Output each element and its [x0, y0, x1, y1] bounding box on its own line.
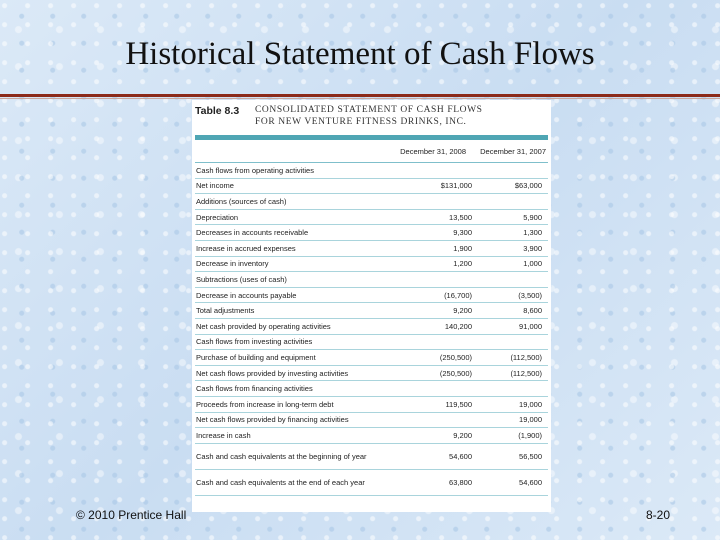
value-2007: 91,000: [519, 321, 542, 331]
table-number: Table 8.3: [195, 105, 240, 117]
value-2008: (250,500): [439, 352, 472, 362]
value-2008: 63,800: [449, 477, 472, 487]
table-row: [195, 179, 548, 195]
table-row: [195, 381, 548, 397]
row-label: Net cash flows provided by investing activities: [196, 368, 349, 378]
title-divider: [0, 94, 720, 97]
table-row: [195, 470, 548, 496]
value-2007: 19,000: [519, 415, 542, 425]
row-label: Net cash provided by operating activities: [196, 321, 331, 331]
table-row: [195, 272, 548, 288]
table-caption-line-2: FOR NEW VENTURE FITNESS DRINKS, INC.: [255, 117, 467, 127]
value-2007: 54,600: [519, 477, 542, 487]
value-2008: 13,500: [449, 212, 472, 222]
row-label: Net income: [196, 181, 234, 191]
value-2008: 140,200: [444, 321, 472, 331]
row-label: Cash and cash equivalents at the end of each year: [196, 477, 365, 487]
table-row: [195, 225, 548, 241]
table-row: [195, 210, 548, 226]
row-label: Decrease in inventory: [196, 259, 269, 269]
table-row: [195, 397, 548, 413]
row-label: Cash and cash equivalents at the beginning of year: [196, 451, 367, 461]
table-header: [195, 104, 548, 134]
cash-flow-table: [192, 100, 551, 512]
row-label: Increase in accrued expenses: [196, 243, 296, 253]
table-row: [195, 444, 548, 470]
value-2008: 119,500: [445, 399, 472, 409]
value-2008: (16,700): [444, 290, 472, 300]
value-2008: 1,900: [453, 243, 472, 253]
table-row: [195, 288, 548, 304]
slide-title: Historical Statement of Cash Flows: [125, 36, 595, 72]
value-2007: 8,600: [523, 306, 542, 316]
value-2008: 54,600: [449, 451, 472, 461]
value-2008: 1,200: [453, 259, 472, 269]
column-header-2007: December 31, 2007: [480, 146, 546, 156]
table-row: [195, 303, 548, 319]
value-2007: (112,500): [510, 352, 542, 362]
value-2008: 9,200: [453, 306, 472, 316]
value-2007: 3,900: [523, 243, 542, 253]
value-2007: 56,500: [519, 451, 542, 461]
row-label: Decrease in accounts payable: [196, 290, 297, 300]
row-label: Cash flows from investing activities: [196, 337, 313, 347]
value-2007: (3,500): [518, 290, 542, 300]
row-label: Increase in cash: [196, 430, 251, 440]
table-row: [195, 428, 548, 444]
table-row: [195, 241, 548, 257]
row-label: Cash flows from operating activities: [196, 165, 314, 175]
value-2007: 1,300: [523, 228, 542, 238]
copyright-footer: © 2010 Prentice Hall: [76, 508, 187, 522]
row-label: Total adjustments: [196, 306, 255, 316]
table-row: [195, 163, 548, 179]
value-2007: 1,000: [523, 259, 542, 269]
value-2007: 5,900: [523, 212, 542, 222]
value-2007: 19,000: [519, 399, 542, 409]
value-2008: 9,300: [453, 228, 472, 238]
row-label: Net cash flows provided by financing activities: [196, 415, 349, 425]
row-label: Cash flows from financing activities: [196, 384, 313, 394]
value-2007: (1,900): [518, 430, 542, 440]
value-2007: $63,000: [514, 181, 542, 191]
value-2008: $131,000: [440, 181, 472, 191]
slide-number: 8-20: [646, 508, 671, 522]
row-label: Depreciation: [196, 212, 239, 222]
column-header-2008: December 31, 2008: [400, 146, 466, 156]
table-row: [195, 335, 548, 351]
table-row: [195, 413, 548, 429]
row-label: Additions (sources of cash): [196, 196, 287, 206]
column-headers: [195, 140, 548, 163]
row-label: Proceeds from increase in long-term debt: [196, 399, 334, 409]
table-body: [195, 163, 548, 496]
table-caption-line-1: CONSOLIDATED STATEMENT OF CASH FLOWS: [255, 105, 483, 115]
row-label: Decreases in accounts receivable: [196, 228, 309, 238]
value-2008: (250,500): [439, 368, 472, 378]
value-2008: 9,200: [453, 430, 472, 440]
title-divider-shadow: [0, 98, 720, 99]
table-row: [195, 350, 548, 366]
value-2007: (112,500): [510, 368, 542, 378]
table-row: [195, 366, 548, 382]
table-row: [195, 319, 548, 335]
row-label: Subtractions (uses of cash): [196, 274, 287, 284]
table-caption: [255, 104, 483, 128]
table-row: [195, 257, 548, 273]
row-label: Purchase of building and equipment: [196, 352, 316, 362]
table-row: [195, 194, 548, 210]
